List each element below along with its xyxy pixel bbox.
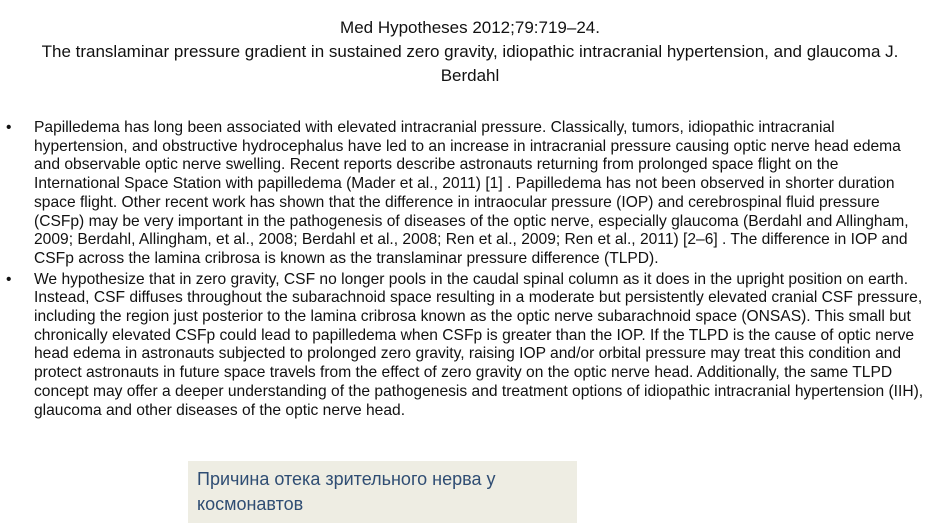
- bullet-marker: •: [6, 270, 12, 288]
- bullet-item: [0, 271, 940, 421]
- bullet-text: We hypothesize that in zero gravity, CSF no longer pools in the caudal spinal column as it does in the upright position on earth. Instead, CSF diffuses throughout the subarachnoid space resulting in a moderate but persistently elevated cranial CSF pressure, including the region just posterior to the lamina cribrosa known as the optic nerve subarachnoid space (ONSAS). This small but chronically elevated CSFp could lead to papilledema when CSFp is greater than the IOP. If the TLPD is the cause of optic nerve head edema in astronauts subjected to prolonged zero gravity, raising IOP and/or orbital pressure may treat this condition and protect astronauts in future space travels from the effect of zero gravity on the optic nerve head. Additionally, the same TLPD concept may offer a deeper understanding of the pathogenesis and treatment options of idiopathic intracranial hypertension (IIH), glaucoma and other diseases of the optic nerve head.: [34, 270, 924, 419]
- slide-header: [0, 16, 940, 88]
- bullet-item: [0, 119, 940, 269]
- translation-note: [188, 461, 577, 523]
- note-text: Причина отека зрительного нерва у космонавтов: [197, 469, 496, 514]
- bullet-list: [0, 119, 940, 422]
- paper-title-line-1: The translaminar pressure gradient in sustained zero gravity, idiopathic intracranial hypertension, and glaucoma J.: [41, 42, 899, 61]
- bullet-text: Papilledema has long been associated with elevated intracranial pressure. Classically, tumors, idiopathic intracranial hypertension, and obstructive hydrocephalus have led to an increase in intracranial pressure causing optic nerve head edema and observable optic nerve swelling. Recent reports describe astronauts returning from prolonged space flight on the International Space Station with papilledema (Mader et al., 2011) [1] . Papilledema has not been observed in shorter duration space flight. Other recent work has shown that the difference in intraocular pressure (IOP) and cerebrospinal fluid pressure (CSFp) may be very important in the pathogenesis of diseases of the optic nerve, especially glaucoma (Berdahl and Allingham, 2009; Berdahl, Allingham, et al., 2008; Berdahl et al., 2008; Ren et al., 2009; Ren et al., 2011) [2–6] . The difference in IOP and CSFp across the lamina cribrosa is known as the translaminar pressure difference (TLPD).: [34, 119, 909, 267]
- citation: Med Hypotheses 2012;79:719–24.: [340, 18, 600, 37]
- bullet-marker: •: [6, 119, 12, 136]
- paper-title-line-2: Berdahl: [440, 66, 500, 85]
